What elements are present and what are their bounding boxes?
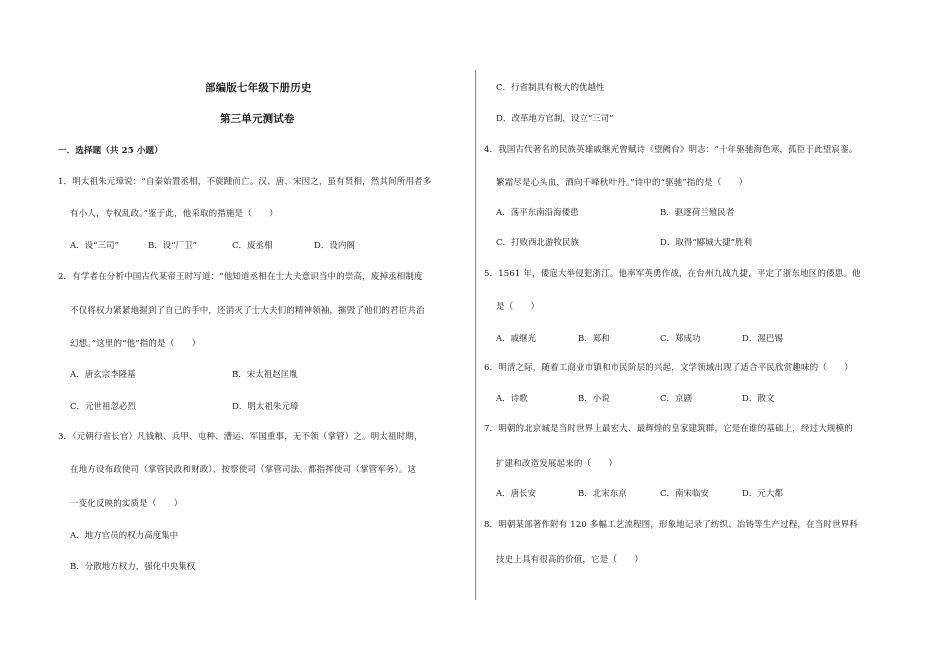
q3-text-line2: 在地方设布政使司（掌管民政和财政）、按察使司（掌管司法、都指挥使司（掌管军务）。这 [70,465,417,475]
q7-option-a: A．唐长安 [496,489,537,499]
q2-option-b: B．宋太祖赵匡胤 [232,370,298,380]
q1-option-d: D．设内阁 [314,241,355,251]
q6-option-b: B．小说 [578,394,610,404]
q7-option-c: C．南宋临安 [660,489,710,499]
column-divider [475,70,476,600]
q5-option-a: A．戚继光 [496,334,537,344]
q2-text-line1: 2．有学者在分析中国古代某帝王时写道：“他知道丞相在士大夫意识当中的崇高，废掉丞相制度 [58,272,423,282]
q6-option-c: C．京剧 [660,394,693,404]
q5-text-line1: 5．1561 年，倭寇大举侵犯浙江。他率军英勇作战，在台州九战九捷，平定了浙东地区的倭患。他 [484,269,861,279]
q6-option-d: D．散文 [742,394,775,404]
q4-option-a: A．荡平东南沿海倭患 [496,208,579,218]
q1-option-a: A．设“三司” [70,241,119,251]
q7-option-d: D．元大都 [742,489,783,499]
q4-option-b: B．驱逐荷兰殖民者 [660,208,735,218]
q3-text-line3: 一变化反映的实质是（ ） [70,499,183,509]
q1-option-b: B．设“厂卫” [148,241,197,251]
q8-text-line2: 技史上具有很高的价值，它是（ ） [496,555,644,565]
q7-text-line1: 7．明朝的北京城是当时世界上最宏大、最辉煌的皇家建筑群，它是在谁的基础上，经过大规模的 [484,424,853,434]
exam-subtitle: 第三单元测试卷 [220,113,295,125]
q1-text-line2: 有小人，专权乱政。”鉴于此，他采取的措施是（ ） [70,209,278,219]
exam-title: 部编版七年级下册历史 [205,82,312,94]
q8-text-line1: 8．明朝某部著作附有 120 多幅工艺流程图，形象地记录了纺织、冶铸等生产过程，在当时世界科 [484,520,858,530]
q4-text-line1: 4．我国古代著名的民族英雄戚继光曾赋诗《望阙台》明志：“十年驱驰海色寒，孤臣于此望宸銮。 [484,145,858,155]
q3-option-b: B．分散地方权力，强化中央集权 [70,562,196,572]
q5-option-b: B．郑和 [578,334,610,344]
q5-option-c: C．郑成功 [660,334,701,344]
q4-text-line2: 繁霜尽是心头血，洒向千峰秋叶丹。”诗中的“驱驰”指的是（ ） [496,178,748,188]
q7-option-b: B．北宋东京 [578,489,627,499]
q4-option-c: C．打败西北游牧民族 [496,238,580,248]
q7-text-line2: 扩建和改造发展起来的（ ） [496,459,618,469]
q3-option-c: C．行省制具有极大的优越性 [496,83,605,93]
q2-option-a: A．唐玄宗李隆基 [70,370,136,380]
q2-option-c: C．元世祖忽必烈 [70,402,137,412]
q5-option-d: D．渥巴锡 [742,334,783,344]
q1-text-line1: 1．明太祖朱元璋说：“自秦始置丞相，不旋踵而亡。汉、唐、宋因之，虽有贤相，然其间所用者多 [58,177,432,187]
q6-option-a: A．诗歌 [496,394,528,404]
q3-option-d: D．改革地方官制，设立“三司” [496,114,614,124]
q6-text-line1: 6．明清之际，随着工商业市镇和市民阶层的兴起，文学领域出现了适合平民欣赏趣味的（ ） [484,363,853,373]
q3-text-line1: 3．（元朝行省长官）凡钱粮、兵甲、屯种、漕运、军国重事，无不领（掌管）之。明太祖时期， [58,432,423,442]
q3-option-a: A．地方官员的权力高度集中 [70,531,179,541]
q2-option-d: D．明太祖朱元璋 [232,402,299,412]
q2-text-line2: 不仅将权力紧紧地握到了自己的手中，还消灭了士大夫们的精神领袖，摧毁了他们的君臣共治 [70,306,425,316]
q2-text-line3: 幻想。”这里的“他”指的是（ ） [70,339,201,349]
section-heading: 一．选择题（共 25 小题） [58,146,163,156]
q1-option-c: C．废丞相 [232,241,273,251]
q5-text-line2: 是（ ） [496,302,540,312]
q4-option-d: D．取得“郾城大捷”胜利 [660,238,753,248]
